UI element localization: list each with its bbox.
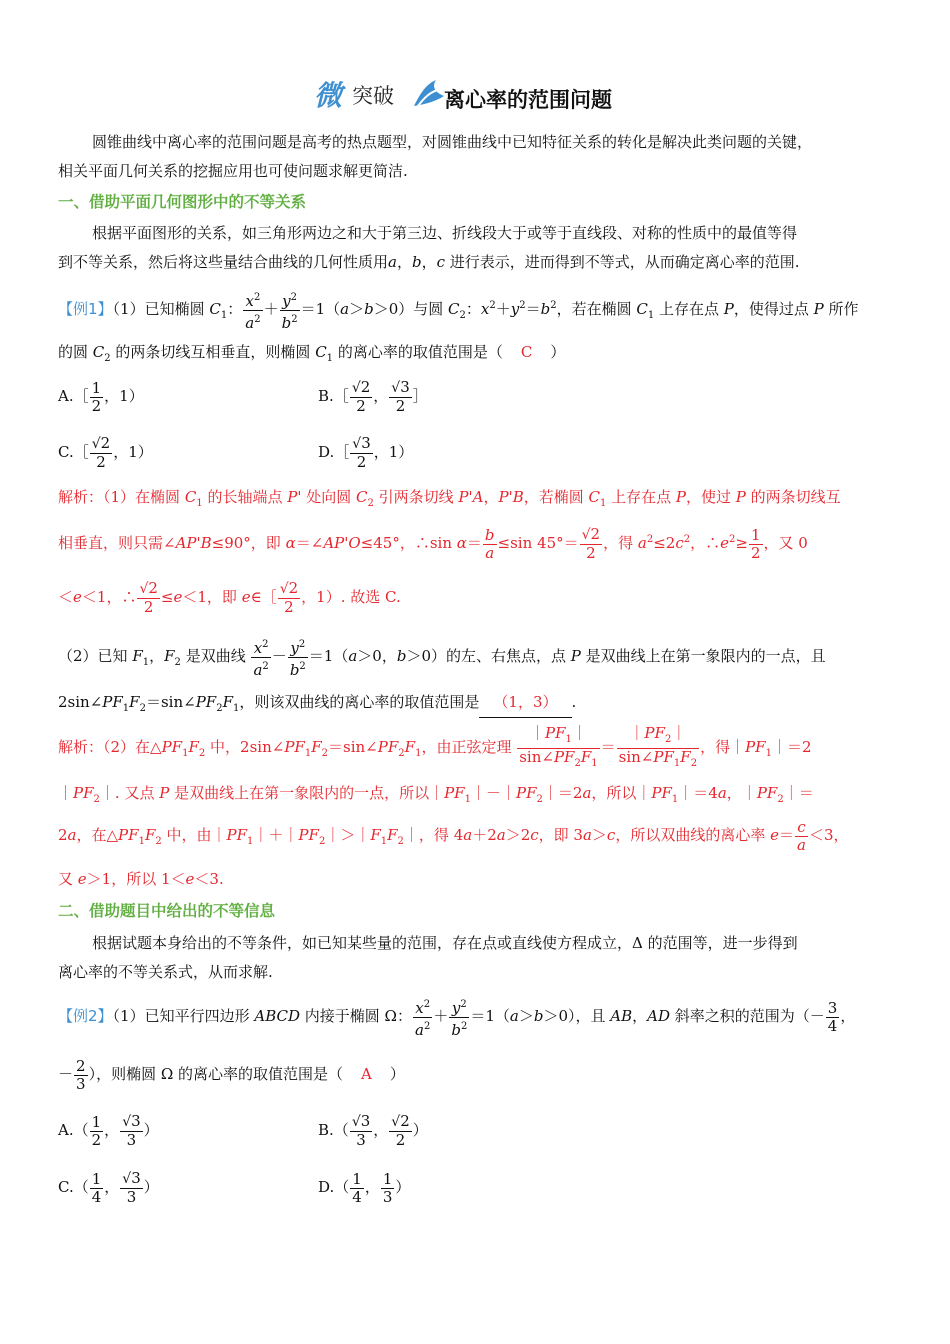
- analysis2-line-2: $|PF_2|$. 又点 P 是双曲线上在第一象限内的一点，所以$|PF_1|-|PF_2|=2a$，所以$|PF_1|=4a$，$|PF_2|=$: [58, 784, 814, 805]
- example2-answer: A: [361, 1065, 372, 1083]
- example2-line-2: － $\frac{2}{3}$ ），则椭圆 Ω 的离心率的取值范围是（ A ）: [58, 1056, 405, 1093]
- analysis1-line-1: 解析：（1）在椭圆 $C_1$ 的长轴端点 P' 处向圆 $C_2$ 引两条切线 P'A，P'B，若椭圆 $C_1$ 上存在点 P，使过 P 的两条切线互: [58, 488, 841, 509]
- section1-desc-line-2: 到不等关系，然后将这些量结合曲线的几何性质用a，b，c 进行表示，进而得到不等式，从而确定离心率的范围.: [58, 253, 800, 271]
- section1-heading: 一、借助平面几何图形中的不等关系: [58, 193, 307, 211]
- example1-answer2: （1，3）: [479, 687, 571, 718]
- intro-line-1: 圆锥曲线中离心率的范围问题是高考的热点题型，对圆锥曲线中已知特征关系的转化是解决此类问题的关键，: [92, 133, 813, 151]
- example2-label: 【例2】: [58, 1007, 113, 1025]
- example1-option-a: A.［ $\frac{1}{2}$ ，1）: [58, 378, 144, 415]
- analysis2-line-3: 2a，在$\triangle PF_1F_2$ 中，由$|PF_1|+|PF_2|>|F_1F_2|$，得 4a＋2a＞2c，即 3a＞c，所以双曲线的离心率 e＝ $\frac{c}{a}$ ＜3，: [58, 817, 849, 854]
- example1-q1-line-2: 的圆 $C_2$ 的两条切线互相垂直，则椭圆 $C_1$ 的离心率的取值范围是（ C ）: [58, 343, 566, 364]
- example2-option-c: C.（ $\frac{1}{4}$ ， $\frac{√3}{3}$ ）: [58, 1169, 159, 1206]
- analysis2-line-4: 又 e＞1，所以 1＜e＜3.: [58, 870, 224, 888]
- title-tupo: 突破: [352, 84, 394, 108]
- example1-answer1: C: [520, 343, 533, 361]
- section2-desc-line-2: 离心率的不等关系式，从而求解.: [58, 963, 273, 981]
- wave-logo-icon: [412, 76, 446, 108]
- example2-line-1: 【例2】（1）已知平行四边形 ABCD 内接于椭圆 Ω： $\frac{x^2}{a^2}$ ＋ $\frac{y^2}{b^2}$ ＝1（a＞b＞0），且 AB，AD 斜率之积的范围为（－ $\frac{3}{4}$ ，: [58, 994, 855, 1039]
- example1-option-c: C.［ $\frac{√2}{2}$ ，1）: [58, 434, 153, 471]
- example2-option-d: D.（ $\frac{1}{4}$ ， $\frac{1}{3}$ ）: [318, 1169, 411, 1206]
- title-main: 离心率的范围问题: [444, 88, 612, 112]
- page-title: [314, 74, 644, 114]
- example1-q2-line-2: $2\sin\angle PF_1F_2=\sin\angle PF_2F_1$，则该双曲线的离心率的取值范围是 （1，3） .: [58, 687, 576, 724]
- example2-option-b: B.（ $\frac{√3}{3}$ ， $\frac{√2}{2}$ ）: [318, 1112, 428, 1149]
- example1-q2-line-1: （2）已知 $F_1$，$F_2$ 是双曲线 $\frac{x^2}{a^2}$ － $\frac{y^2}{b^2}$ ＝1（a＞0，b＞0）的左、右焦点，点 P 是双曲线上在第一象限内的一点，且: [58, 634, 826, 685]
- analysis1-label: 解析：: [58, 488, 104, 506]
- section2-desc-line-1: 根据试题本身给出的不等条件，如已知某些量的范围，存在点或直线使方程成立，Δ 的范围等，进一步得到: [92, 934, 798, 952]
- analysis1-line-3: ＜e＜1，∴ $\frac{√2}{2}$ ≤e＜1，即 e∈［ $\frac{√2}{2}$ ，1）. 故选 C.: [58, 579, 401, 616]
- example1-label: 【例1】: [58, 300, 113, 318]
- title-wei: 微: [314, 79, 342, 112]
- intro-line-2: 相关平面几何关系的挖掘应用也可使问题求解更简洁.: [58, 162, 408, 180]
- analysis2-line-1: 解析：（2）在$\triangle PF_1F_2$ 中，$2\sin\angle PF_1F_2=\sin\angle PF_2F_1$，由正弦定理 $\frac{|PF_1|}{\sin\angle PF_2F_1}$ ＝ $\frac{|PF_2|}{\sin\angle PF_1F_2}$ ，得$|PF_1|=2$: [58, 723, 812, 769]
- example1-option-b: B.［ $\frac{√2}{2}$ ， $\frac{√3}{2}$ ］: [318, 378, 428, 415]
- example1-option-d: D.［ $\frac{√3}{2}$ ，1）: [318, 434, 414, 471]
- analysis1-line-2: 相垂直，则只需∠AP'B≤90°，即 α＝∠AP'O≤45°，∴sin α＝ $\frac{b}{a}$ ≤sin 45°＝ $\frac{√2}{2}$ ，得 $a^2\le 2c^2$，$\therefore e^2\ge$ $\frac{1}{2}$ ，又 0: [58, 525, 808, 562]
- example1-q1-line-1: 【例1】（1）已知椭圆 $C_1$： $\frac{x^2}{a^2}$ ＋ $\frac{y^2}{b^2}$ ＝1（a＞b＞0）与圆 $C_2$：$x^2+y^2=b^2$，若在椭圆 $C_1$ 上存在点 P，使得过点 P 所作: [58, 284, 859, 338]
- example2-option-a: A.（ $\frac{1}{2}$ ， $\frac{√3}{3}$ ）: [58, 1112, 159, 1149]
- section2-heading: 二、借助题目中给出的不等信息: [58, 902, 276, 920]
- section1-desc-line-1: 根据平面图形的关系，如三角形两边之和大于第三边、折线段大于或等于直线段、对称的性质中的最值等得: [92, 224, 798, 242]
